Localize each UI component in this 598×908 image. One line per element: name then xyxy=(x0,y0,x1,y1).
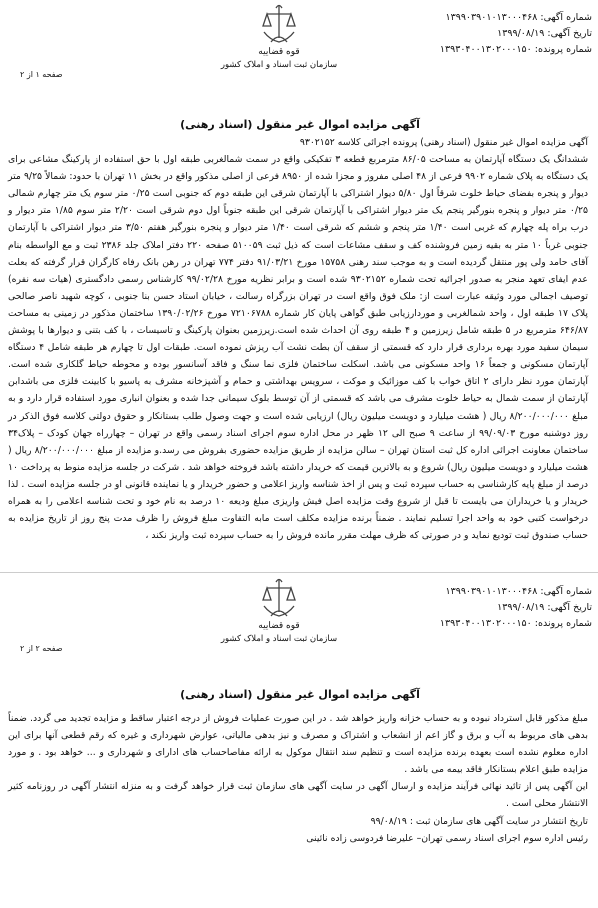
page-number: صفحه ۲ از ۲ xyxy=(20,644,63,653)
judiciary-emblem-icon xyxy=(258,576,300,620)
announcement-date: تاریخ آگهی: ۱۳۹۹/۰۸/۱۹ xyxy=(497,602,592,613)
judiciary-emblem-icon xyxy=(258,2,300,46)
body-paragraph: این آگهی پس از تائید نهائی فرآیند مزایده و ارسال آگهی در سایت آگهی های سازمان ثبت قرار خواهد گرفت و به منزله انتشار آگهی در روزنامه کثیر الانتشار محلی است . xyxy=(8,781,588,810)
announcement-number: شماره آگهی: ۱۳۹۹۰۳۹۰۱۰۱۳۰۰۰۴۶۸ xyxy=(445,12,592,23)
signature-line: رئیس اداره سوم اجرای اسناد رسمی تهران– علیرضا فردوسی زاده نائینی xyxy=(306,832,588,844)
announcement-meta xyxy=(370,10,592,58)
announcement-date: تاریخ آگهی: ۱۳۹۹/۰۸/۱۹ xyxy=(497,28,592,39)
body-paragraph: ششدانگ یک دستگاه آپارتمان به مساحت ۸۶/۰۵ مترمربع قطعه ۳ تفکیکی واقع در سمت شمالغربی طبقه اول با حق استفاده از پارکینگ مشاعی برای یک دستگاه به پلاک شماره ۹۹۰۲ فرعی از ۴۸ اصلی مفروز و مجزا شده از ۸۹۵۰ فرعی از اصلی مذکور واقع در بخش ۱۱ تهران با حدود: شمالاً ۹/۲۵ متر دیوار و پنجره بفضای حیاط خلوت شرقاً اول ۵/۸۰ دیوار اشتراکی با آپارتمان شرقی این طبقه دوم که جنوبی است ۰/۲۵ متر سوم یک متر چهارم شمالی ۰/۲۵ متر دیوار و پنجره بنورگیر پنجم یک متر دیوار اشتراکی با آپارتمان شرقی این طبقه جنوباً اول دوم شرقی است ۲/۲۰ متر سوم ۱/۸۵ متر دیوار و درب براه پله چهارم که غربی است ۱/۴۰ متر پنجم و ششم که شرقی است ۱/۴۰ متر دیوار و پنجره بنورگیر هفتم ۳/۵۰ متر دیوار اشتراکی با آپارتمان جنوبی غرباً ۱۰ متر به بقیه زمین فروشنده کف و سقف مشاعات است که ذیل ثبت ۵۱۰۰۵۹ صفحه ۲۲۰ دفتر املاک جلد ۲۳۸۶ ثبت و مع الواسطه بنام آقای حامد ولی پور منتقل گردیده است و به موجب سند رهنی ۱۵۷۵۸ مورخ ۹۱/۰۳/۲۱ دفتر ۷۷۴ تهران در رهن بانک رفاه کارگران قرار گرفته که بعلت عدم ایفای تعهد منجر به صدور اجرائیه تحت شماره ۹۳۰۲۱۵۲ شده است و برابر نظریه مورخ ۹۹/۰۲/۲۸ کارشناس رسمی دادگستری (هیات سه نفره) توصیف اجمالی مورد وثیقه عبارت است از: ملک فوق واقع است در تهران بزرگراه رسالت ، خیابان استاد حسن بنا جنوبی ، کوچه شهید ناصر صالحی پلاک ۱۷ طبقه اول ، واحد شمالغربی و موردارزیابی طبق گواهی پایان کار شماره ۷۲۱۰۶۷۸۸ مورخ ۱۳۹۰/۰۲/۲۶ ساختمان مذکور در زمینی به مساحت ۶۴۶/۸۷ مترمربع در ۵ طبقه شامل زیرزمین و ۴ طبقه روی آن احداث شده است.زیرزمین بعنوان پارکینگ و تاسیسات ، با کف بتنی و دیوارها با پوشش سیمان سفید مورد بهره برداری قرار دارد که قسمتی از سقف آن بطت نشت آب ریزش نموده است. طبقات اول تا چهارم هر طبقه شامل ۴ دستگاه آپارتمان مسکونی و جمعاً ۱۶ واحد مسکونی می باشد. اسکلت ساختمان فلزی نما سنگ و فاقد آسانسور بوده و محوطه حیاط گلکاری شده است. آپارتمان مورد نظر دارای ۲ اتاق خواب با کف موزائیک و موکت ، سرویس بهداشتی و حمام و آشپزخانه مشرف به پاسیو با کابینت فلزی می باشدابن آپارتمان از سمت شمال به حیاط خلوت مشرف می باشد که قسمتی از آن توسط بلوک سیمانی جدا شده و بعنوان انباری مورد استفاده قرار دارد و به مبلغ ۸/۲۰۰/۰۰۰/۰۰۰ ریال ( هشت میلیارد و دویست میلیون ریال) ارزیابی شده است و جهت وصول طلب بستانکار و حقوق دولتی کلاسه فوق الذکر در روز دوشنبه مورخ ۹۹/۰۹/۰۳ از ساعت ۹ صبح الی ۱۲ ظهر در محل اداره سوم اجرای اسناد رسمی واقع در تهران – چهارراه جهان کودک – پلاک۳۴ ساختمان معاونت اجرائی اداره کل ثبت استان تهران – سالن مزایده از طریق مزایده حضوری بفروش می رسد.و مزایده از مبلغ ۸/۲۰۰/۰۰۰/۰۰۰ ریال ( هشت میلیارد و دویست میلیون ریال) شروع و به بالاترین قیمت که خریدار داشته باشد فروخته خواهد شد . شرکت در جلسه مزایده منوط به پرداخت ۱۰ درصد از مبلغ پایه کارشناسی به حساب سپرده ثبت و پس از اخذ شناسه واریز اعلامی و حضور خریدار و یا نماینده قانونی او در جلسه مزایده است . لذا خریدار و یا خریداران می بایست تا قبل از شروع وقت مزایده اصل فیش واریزی مبلغ ودیعه ۱۰ درصد به نام خود و تحت شناسه اعلامی را به همراه درخواست کتبی خود به واحد اجرا تسلیم نمایند . ضمناً برنده مزایده مکلف است مابه التفاوت مبلغ فروش را ظرف مدت پنج روز از تاریخ مزایده به حساب صندوق ثبت تودیع نماید و در صورتی که ظرف مهلت مقرر مانده فروش را به حساب سپرده ثبت واریز نکند ، xyxy=(8,154,589,542)
case-number: شماره پرونده: ۱۳۹۳۰۴۰۰۱۳۰۲۰۰۰۱۵۰ xyxy=(439,44,592,55)
announcement-body xyxy=(8,710,588,847)
case-heading: آگهی مزایده اموال غیر منقول (اسناد رهنی) پرونده اجرائی کلاسه ۹۳۰۲۱۵۲ xyxy=(299,137,588,148)
page-title: آگهی مزایده اموال غیر منقول (اسناد رهنی) xyxy=(180,118,420,131)
page-divider xyxy=(0,572,598,573)
organization-name: سازمان ثبت اسناد و املاک کشور xyxy=(220,60,338,70)
judiciary-label: قوه قضاییه xyxy=(258,621,300,631)
body-paragraph: مبلغ مذکور قابل استرداد نبوده و به حساب خزانه واریز خواهد شد . در این صورت عملیات فروش از درجه اعتبار ساقط و مزایده تجدید می گردد. ضمناً بدهی های مربوط به آب و برق و گاز اعم از انشعاب و اشتراک و مصرف و نیز بدهی مالیاتی، عوارض شهرداری و غیره که رقم قطعی آنها برای این اداره معلوم نشده است بعهده برنده مزایده است و تنظیم سند انتقال موکول به ارائه مفاصاحساب های ادارای و شهرداری و ... خواهد بود . و مورد مزایده طبق اعلام بستانکار فاقد بیمه می باشد . xyxy=(8,713,588,776)
page-number: صفحه ۱ از ۲ xyxy=(20,70,63,79)
case-number: شماره پرونده: ۱۳۹۳۰۴۰۰۱۳۰۲۰۰۰۱۵۰ xyxy=(439,618,592,629)
announcement-page-2 xyxy=(0,574,598,908)
announcement-body xyxy=(8,134,588,544)
announcement-number: شماره آگهی: ۱۳۹۹۰۳۹۰۱۰۱۳۰۰۰۴۶۸ xyxy=(445,586,592,597)
publication-date: تاریخ انتشار در سایت آگهی های سازمان ثبت : ۹۹/۰۸/۱۹ xyxy=(370,815,588,827)
announcement-meta xyxy=(370,584,592,632)
organization-name: سازمان ثبت اسناد و املاک کشور xyxy=(220,634,338,644)
judiciary-label: قوه قضاییه xyxy=(258,47,300,57)
page-title: آگهی مزایده اموال غیر منقول (اسناد رهنی) xyxy=(180,688,420,701)
